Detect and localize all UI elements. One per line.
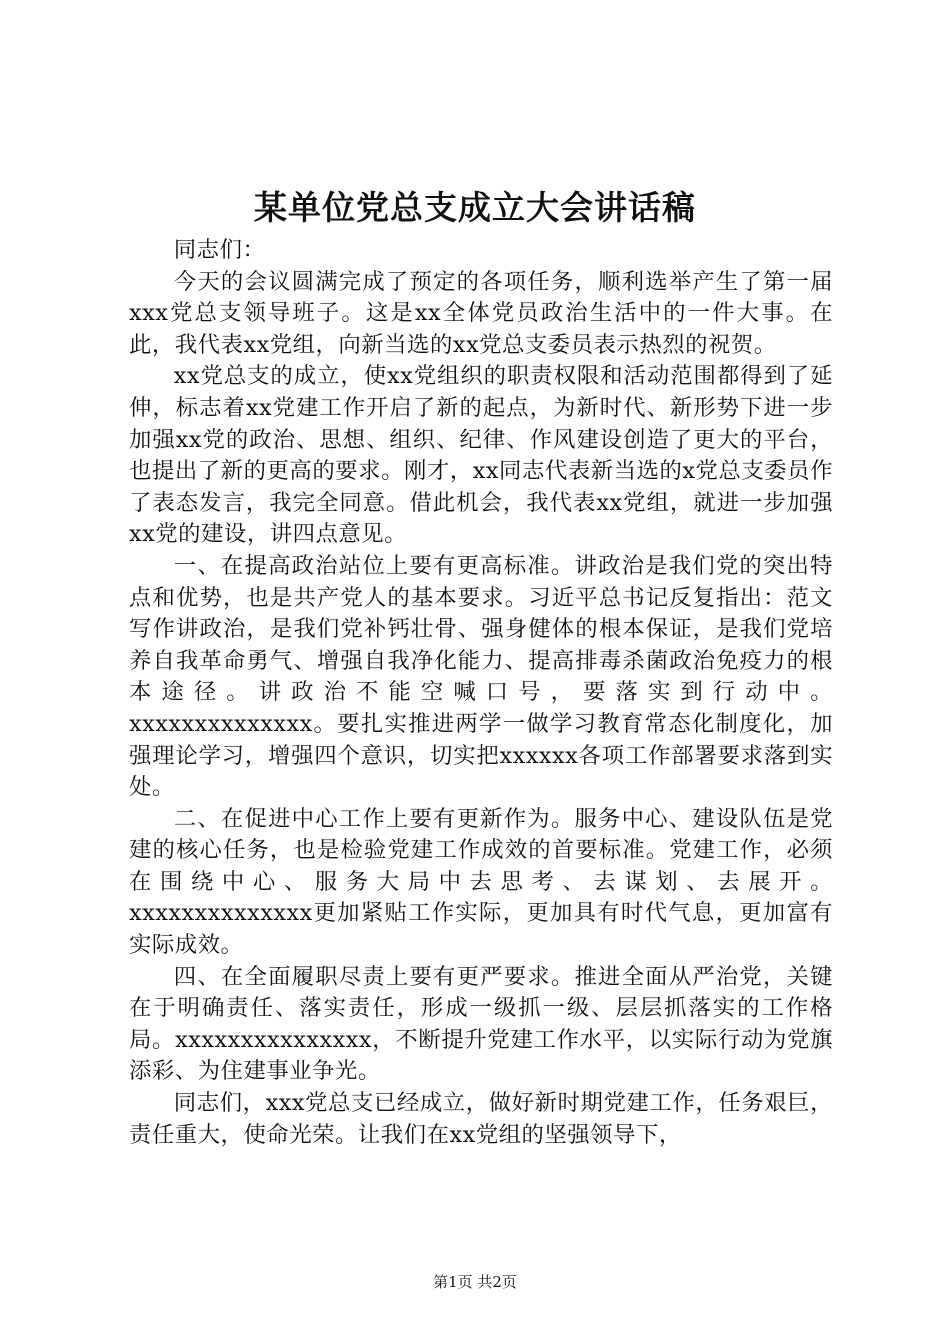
paragraph: 二、在促进中心工作上要有更新作为。服务中心、建设队伍是党建的核心任务，也是检验党建工作成效的首要标准。党建工作，必须在围绕中心、服务大局中去思考、去谋划、去展开。xxxxxxxxxxxxxx更加紧贴工作实际，更加具有时代气息，更加富有实际成效。 [129, 805, 833, 959]
paragraph: xx党总支的成立，使xx党组织的职责权限和活动范围都得到了延伸，标志着xx党建工作开启了新的起点，为新时代、新形势下进一步加强xx党的政治、思想、组织、纪律、作风建设创造了更大的平台，也提出了新的更高的要求。刚才，xx同志代表新当选的x党总支委员作了表态发言，我完全同意。借此机会，我代表xx党组，就进一步加强xx党的建设，讲四点意见。 [129, 363, 833, 548]
page-footer: 第1页 共2页 [433, 1273, 517, 1291]
paragraph: 一、在提高政治站位上要有更高标准。讲政治是我们党的突出特点和优势，也是共产党人的基本要求。习近平总书记反复指出：范文写作讲政治，是我们党补钙壮骨、强身健体的根本保证，是我们党培养自我革命勇气、增强自我净化能力、提高排毒杀菌政治免疫力的根本途径。讲政治不能空喊口号，要落实到行动中。xxxxxxxxxxxxxx。要扎实推进两学一做学习教育常态化制度化，加强理论学习，增强四个意识，切实把xxxxxx各项工作部署要求落到实处。 [129, 552, 833, 801]
paragraph: 今天的会议圆满完成了预定的各项任务，顺利选举产生了第一届xxx党总支领导班子。这是xx全体党员政治生活中的一件大事。在此，我代表xx党组，向新当选的xx党总支委员表示热烈的祝贺。 [129, 268, 833, 358]
salutation: 同志们： [173, 237, 266, 263]
document-title: 某单位党总支成立大会讲话稿 [254, 188, 696, 227]
paragraph: 四、在全面履职尽责上要有更严要求。推进全面从严治党，关键在于明确责任、落实责任，形成一级抓一级、层层抓落实的工作格局。xxxxxxxxxxxxxxx，不断提升党建工作水平，以实际行动为党旗添彩、为住建事业争光。 [129, 963, 833, 1085]
document-body [129, 235, 833, 1151]
paragraph: 同志们，xxx党总支已经成立，做好新时期党建工作，任务艰巨，责任重大，使命光荣。让我们在xx党组的坚强领导下， [129, 1090, 833, 1148]
